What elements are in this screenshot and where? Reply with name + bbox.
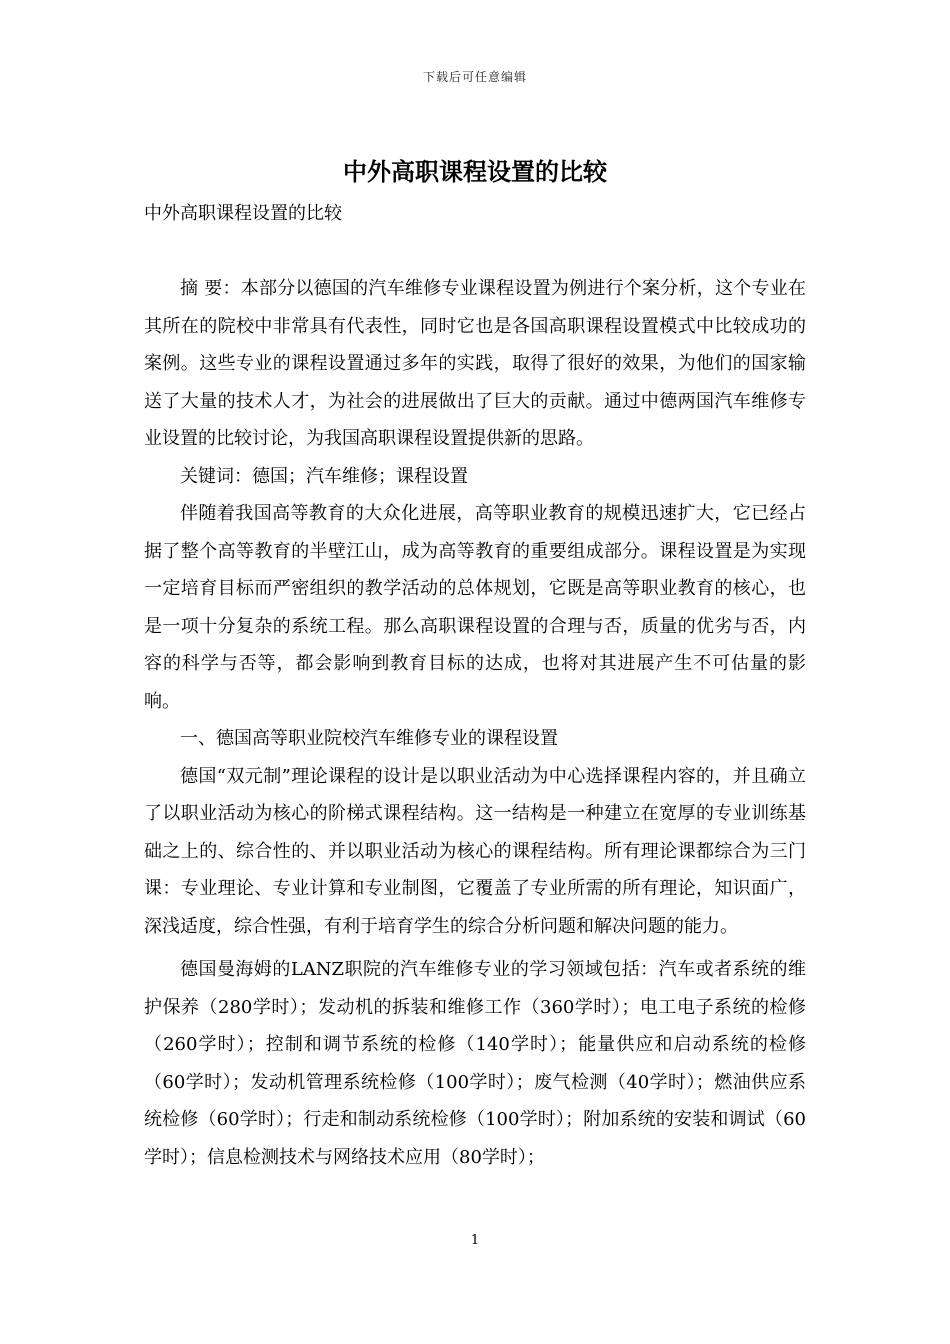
dual-system-paragraph: 德国“双元制”理论课程的设计是以职业活动为中心选择课程内容的，并且确立了以职业活动为核心的阶梯式课程结构。这一结构是一种建立在宽厚的专业训练基础之上的、综合性的、并以职业活动为核心的课程结构。所有理论课都综合为三门课：专业理论、专业计算和专业制图，它覆盖了专业所需的所有理论，知识面广，深浅适度，综合性强，有利于培育学生的综合分析问题和解决问题的能力。 bbox=[144, 765, 806, 937]
body-text bbox=[144, 270, 806, 1176]
page-number: 1 bbox=[470, 1233, 480, 1248]
header-note: 下载后可任意编辑 bbox=[422, 70, 527, 84]
keywords-paragraph: 关键词：德国；汽车维修；课程设置 bbox=[180, 465, 468, 487]
lanz-curriculum-paragraph: 德国曼海姆的LANZ职院的汽车维修专业的学习领域包括：汽车或者系统的维护保养（280学时）；发动机的拆装和维修工作（360学时）；电工电子系统的检修（260学时）；控制和调节系统的检修（140学时）；能量供应和启动系统的检修（60学时）；发动机管理系统检修（100学时）；废气检测（40学时）；燃油供应系统检修（60学时）；行走和制动系统检修（100学时）；附加系统的安装和调试（60学时）；信息检测技术与网络技术应用（80学时）； bbox=[144, 959, 806, 1168]
document-title: 中外高职课程设置的比较 bbox=[343, 158, 607, 186]
document-subtitle: 中外高职课程设置的比较 bbox=[144, 203, 342, 224]
intro-paragraph: 伴随着我国高等教育的大众化进展，高等职业教育的规模迅速扩大，它已经占据了整个高等教育的半壁江山，成为高等教育的重要组成部分。课程设置是为实现一定培育目标而严密组织的教学活动的总体规划，它既是高等职业教育的核心，也是一项十分复杂的系统工程。那么高职课程设置的合理与否，质量的优劣与否，内容的科学与否等，都会影响到教育目标的达成，也将对其进展产生不可估量的影响。 bbox=[144, 503, 806, 712]
abstract-paragraph: 摘 要：本部分以德国的汽车维修专业课程设置为例进行个案分析，这个专业在其所在的院校中非常具有代表性，同时它也是各国高职课程设置模式中比较成功的案例。这些专业的课程设置通过多年的实践，取得了很好的效果，为他们的国家输送了大量的技术人才，为社会的进展做出了巨大的贡献。通过中德两国汽车维修专业设置的比较讨论，为我国高职课程设置提供新的思路。 bbox=[144, 278, 806, 449]
section-heading: 一、德国高等职业院校汽车维修专业的课程设置 bbox=[180, 728, 558, 749]
